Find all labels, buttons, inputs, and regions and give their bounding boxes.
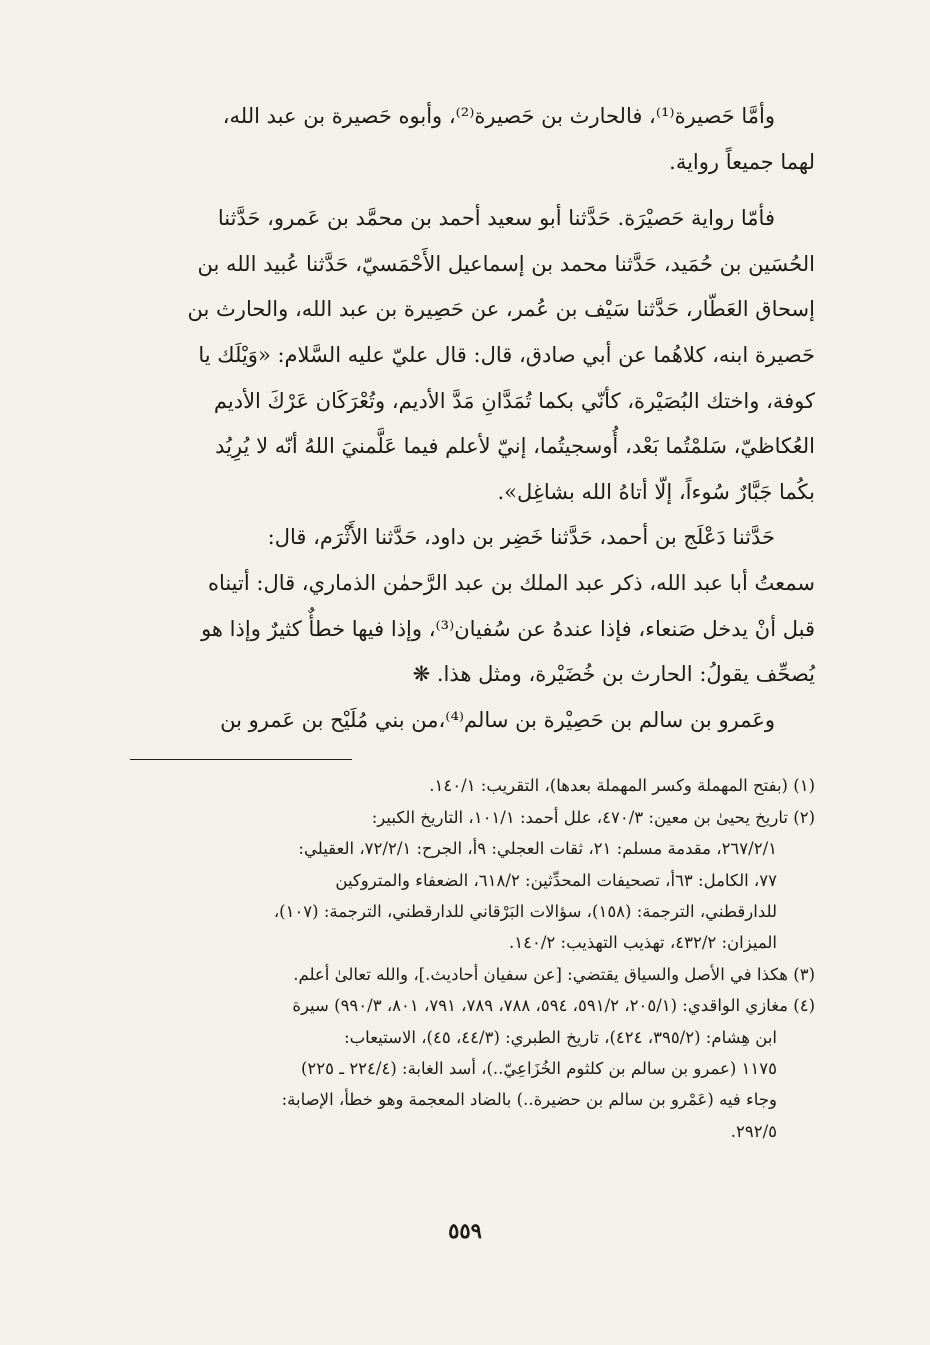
footnote-line: ٧٧، الكامل: ٦٣أ، تصحيفات المحدِّثين: ٦١٨/٢، الضعفاء والمتروكين [335, 870, 777, 890]
footnote-line: (٢) تاريخ يحيىٰ بن معين: ٤٧٠/٣، علل أحمد: ١٠١/١، التاريخ الكبير: [371, 807, 815, 827]
text-line: العُكاظيّ، سَلمْتُما بَعْد، أُوسجيتُما، إنيّ لأعلم فيما عَلَّمنيَ اللهُ أنّه لا يُرِيُد [215, 434, 815, 459]
footnote-separator [130, 759, 352, 760]
footnote-3 [130, 959, 815, 990]
paragraph-2 [130, 196, 815, 515]
footnote-4 [130, 990, 815, 1147]
footnote-line: (٣) هكذا في الأصل والسياق يقتضي: [عن سفيان أحاديث.]، والله تعالىٰ أعلم. [293, 964, 815, 984]
text-line: لهما جميعاً رواية. [669, 149, 815, 174]
footnote-line: الميزان: ٤٣٢/٢، تهذيب التهذيب: ١٤٠/٢. [509, 933, 777, 953]
paragraph-1 [130, 94, 815, 185]
footnote-line: ابن هِشام: (٣٩٥/٢، ٤٢٤)، تاريخ الطبري: (٤٤/٣، ٤٥)، الاستيعاب: [344, 1027, 777, 1047]
footnote-line: ٢٦٧/٢/١، مقدمة مسلم: ٢١، ثقات العجلي: ٩أ، الجرح: ٧٢/٢/١، العقيلي: [298, 839, 777, 859]
footnote-line: (٤) مغازي الواقدي: (٢٠٥/١، ٥٩١/٢، ٥٩٤، ٧٨٨، ٧٨٩، ٧٩١، ٨٠١، ٩٩٠/٣) سيرة [292, 996, 815, 1016]
text-line: الحُسَين بن حُمَيد، حَدَّثنا محمد بن إسماعيل الأَحْمَسيّ، حَدَّثنا عُبيد الله بن [197, 251, 815, 276]
text-line: سمعتُ أبا عبد الله، ذكر عبد الملك بن عبد الرَّحمٰن الذماري، قال: أتيناه [207, 570, 815, 595]
text-line: يُصحِّف يقولُ: الحارث بن خُضَيْرة، ومثل هذا. ❋ [412, 662, 815, 687]
text-line: قبل أنْ يدخل صَنعاء، فإذا عندهُ عن سُفيان⁽³⁾، وإذا فيها خطأٌ كثيرٌ وإذا هو [201, 616, 815, 641]
text-line: بكُما جَبَّارٌ سُوءاً، إلّا أتاهُ الله بشاغِل». [497, 479, 815, 504]
main-text [130, 94, 815, 743]
text-line: فأمّا رواية حَصيْرَة. حَدَّثنا أبو سعيد أحمد بن محمَّد بن عَمرو، حَدَّثنا [217, 206, 775, 231]
text-line: حَدَّثنا دَعْلَج بن أحمد، حَدَّثنا خَضِر بن داود، حَدَّثنا الأَثْرَم، قال: [267, 525, 775, 550]
footnote-1 [130, 770, 815, 801]
footnote-2 [130, 802, 815, 959]
text-line: حَصيرة ابنه، كلاهُما عن أبي صادق، قال: قال عليّ عليه السَّلام: «وَيْلَك يا [198, 342, 815, 367]
text-line: إسحاق العَطّار، حَدَّثنا سَيْف بن عُمر، عن حَصِيرة بن عبد الله، والحارث بن [187, 297, 815, 322]
footnote-line: ٢٩٢/٥. [730, 1121, 777, 1141]
footnotes [130, 770, 815, 1147]
paragraph-4 [130, 698, 815, 744]
text-line: وعَمرو بن سالم بن حَصِيْرة بن سالم⁽⁴⁾،من بني مُلَيْح بن عَمرو بن [220, 707, 775, 732]
footnote-line: وجاء فيه (عَمْرو بن سالم بن حضيرة..) بالضاد المعجمة وهو خطأ، الإصابة: [281, 1090, 777, 1110]
footnote-line: للدارقطني، الترجمة: (١٥٨)، سؤالات البَرْقاني للدارقطني، الترجمة: (١٠٧)، [273, 901, 777, 921]
footnote-line: (١) (بفتح المهملة وكسر المهملة بعدها)، التقريب: ١٤٠/١. [429, 776, 815, 796]
footnote-line: ١١٧٥ (عمرو بن سالم بن كلثوم الخُزَاعِيّ..)، أسد الغابة: (٢٢٤/٤ ـ ٢٢٥) [300, 1058, 777, 1078]
text-line: وأمَّا حَصيرة⁽¹⁾، فالحارث بن حَصيرة⁽²⁾، وأبوه حَصيرة بن عبد الله، [222, 104, 775, 128]
text-line: كوفة، واختك البُصَيْرة، كأنّي بكما تُمَدَّانِ مَدَّ الأديم، وتُعْرَكَان عَرْكَ الأديم [213, 388, 815, 413]
page-number: ٥٥٩ [448, 1218, 482, 1243]
paragraph-3 [130, 515, 815, 697]
